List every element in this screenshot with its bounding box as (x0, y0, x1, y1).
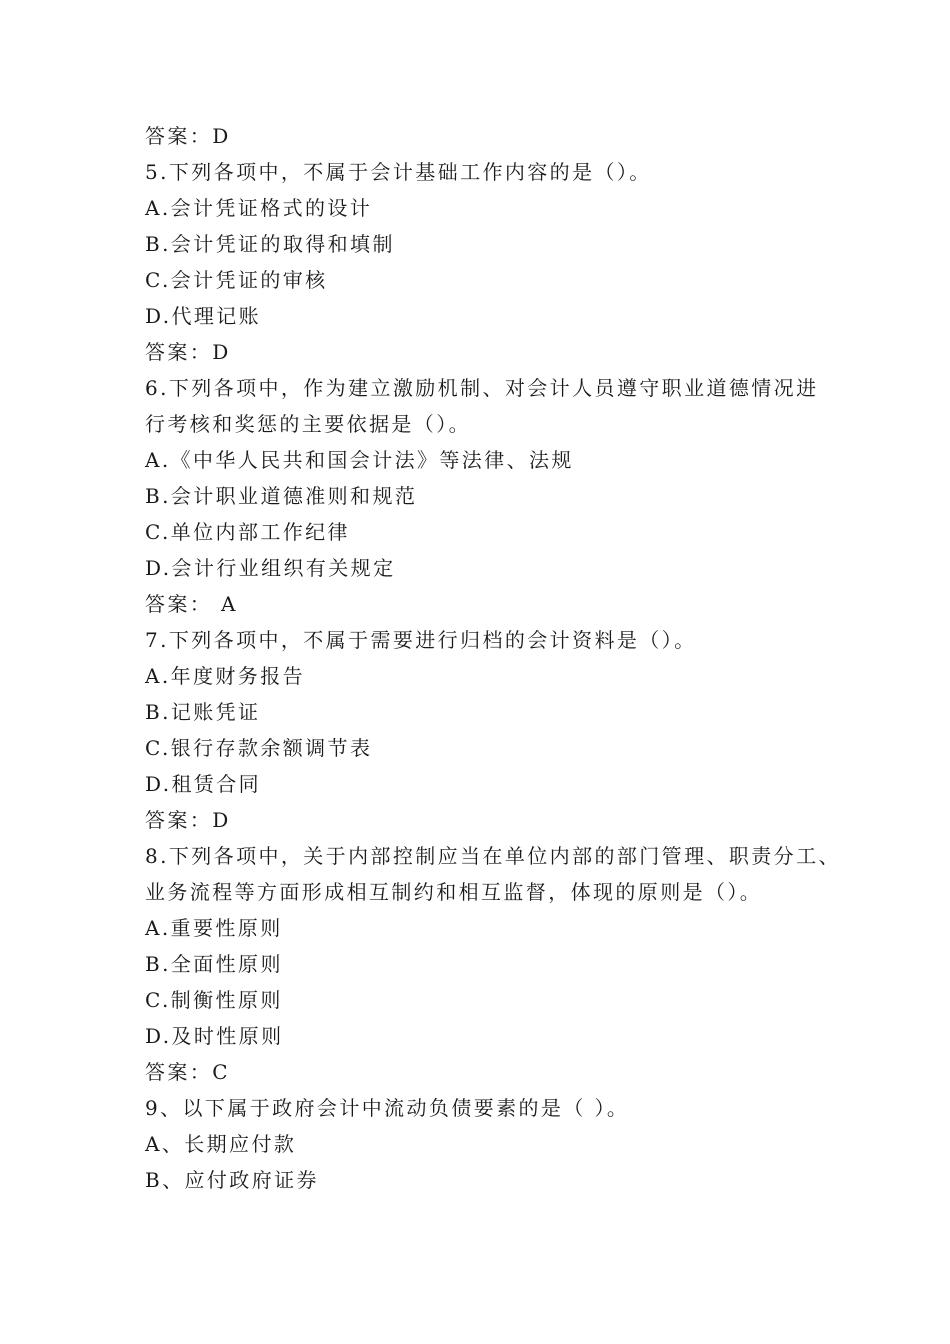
option-line: C.会计凭证的审核 (145, 268, 328, 292)
option-line: D.及时性原则 (145, 1024, 284, 1048)
option-line: B.记账凭证 (145, 700, 261, 724)
option-line: A.年度财务报告 (145, 664, 306, 688)
option-line: A、长期应付款 (145, 1132, 297, 1156)
option-line: C.制衡性原则 (145, 988, 283, 1012)
option-line: C.单位内部工作纪律 (145, 520, 350, 544)
answer-line: 答案： A (145, 592, 238, 616)
option-line: D.会计行业组织有关规定 (145, 556, 396, 580)
option-line: B、应付政府证券 (145, 1168, 319, 1192)
option-line: A.重要性原则 (145, 916, 283, 940)
document-body (145, 118, 845, 1198)
question-6: 6.下列各项中，作为建立激励机制、对会计人员遵守职业道德情况进 (145, 376, 819, 400)
question-6-continued: 行考核和奖惩的主要依据是（）。 (145, 412, 471, 436)
question-5: 5.下列各项中，不属于会计基础工作内容的是（）。 (145, 160, 652, 184)
question-7: 7.下列各项中，不属于需要进行归档的会计资料是（）。 (145, 628, 697, 652)
option-line: B.全面性原则 (145, 952, 283, 976)
answer-line: 答案：D (145, 340, 231, 364)
option-line: B.会计职业道德准则和规范 (145, 484, 418, 508)
answer-line: 答案：C (145, 1060, 230, 1084)
question-9: 9、以下属于政府会计中流动负债要素的是（ ）。 (145, 1096, 630, 1120)
option-line: C.银行存款余额调节表 (145, 736, 373, 760)
option-line: D.代理记账 (145, 304, 262, 328)
answer-line: 答案：D (145, 808, 231, 832)
option-line: B.会计凭证的取得和填制 (145, 232, 395, 256)
option-line: D.租赁合同 (145, 772, 262, 796)
question-8: 8.下列各项中，关于内部控制应当在单位内部的部门管理、职责分工、 (145, 844, 841, 868)
answer-line: 答案：D (145, 124, 231, 148)
option-line: A.会计凭证格式的设计 (145, 196, 373, 220)
option-line: A.《中华人民共和国会计法》等法律、法规 (145, 448, 574, 472)
question-8-continued: 业务流程等方面形成相互制约和相互监督，体现的原则是（）。 (145, 880, 763, 904)
